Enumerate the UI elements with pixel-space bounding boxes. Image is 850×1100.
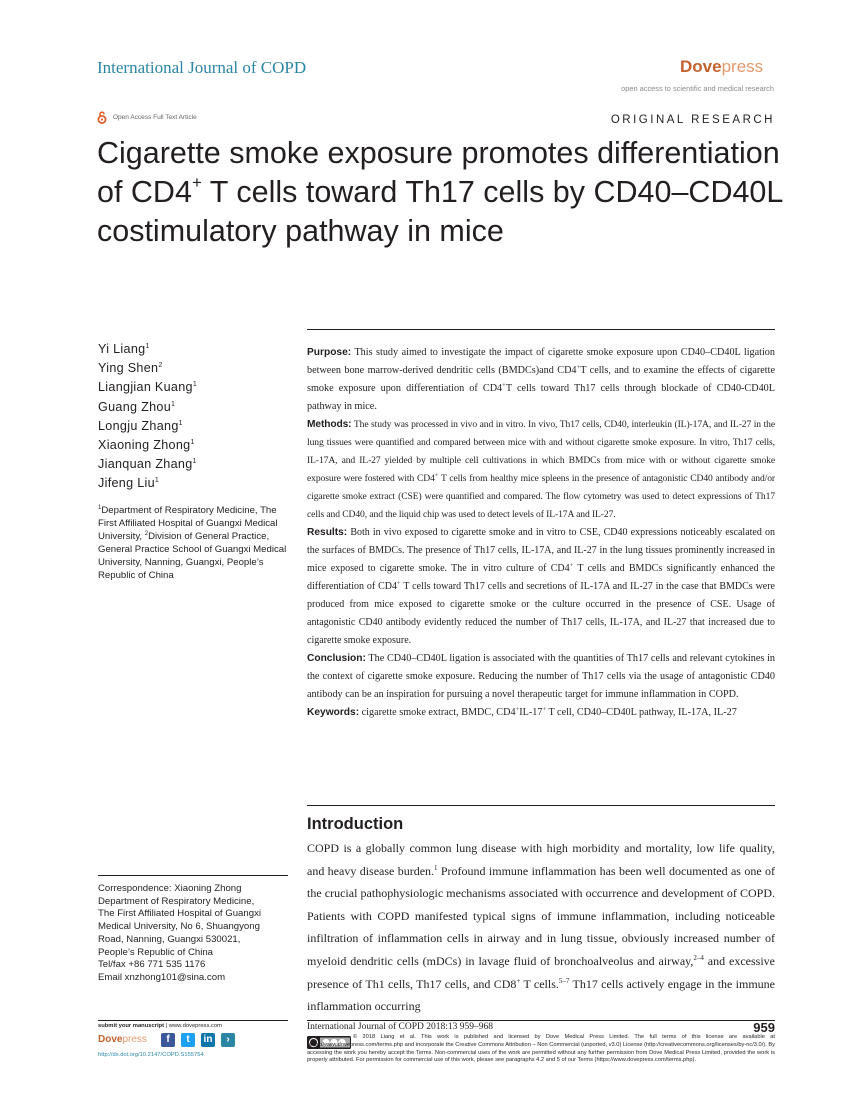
- divider: [307, 805, 775, 806]
- abstract: [307, 344, 775, 722]
- author-list: [98, 340, 298, 494]
- logo-press: press: [721, 57, 764, 76]
- open-access-label: Open Access Full Text Article: [113, 114, 197, 121]
- journal-title[interactable]: International Journal of COPD: [97, 58, 307, 77]
- abstract-purpose: Purpose: This study aimed to investigate the impact of cigarette smoke exposure upon CD40–CD40L ligation between bone marrow-derived dendritic cells (BMDCs)and CD4+T cells, and to examine the effects of cigarette smoke exposure upon differentiation of CD4+T cells toward Th17 cells through blockade of CD40-CD40L pathway in mice.: [307, 347, 775, 412]
- author: Liangjian Kuang$^1$: [98, 380, 198, 395]
- article-title: Cigarette smoke exposure promotes differentiation of CD4+ T cells toward Th17 cells by CD40–CD40L costimulatory pathway in mice: [97, 136, 783, 248]
- footer-dovepress-logo[interactable]: Dovepress: [98, 1034, 147, 1045]
- author: Yi Liang$^1$: [98, 342, 150, 356]
- correspondence: Correspondence: Xiaoning Zhong Department of Respiratory Medicine, The First Affiliated Hospital of Guangxi Medical University, No 6, Shuangyong Road, Nanning, Guangxi 530021, People’s Republic of China Tel/fax +86 771 535 1176 Email xnzhong101@sina.com: [98, 883, 294, 985]
- more-icon[interactable]: ›: [221, 1033, 235, 1047]
- article-type: ORIGINAL RESEARCH: [610, 114, 775, 126]
- author: Ying Shen$^2$: [98, 361, 163, 376]
- logo-dove: Dove: [680, 57, 722, 76]
- abstract-methods: Methods: The study was processed in vivo and in vitro. In vivo, Th17 cells, CD40, interleukin (IL)-17A, and IL-27 in the lung tissues were quantified and compared between mice with and without cigarette smoke exposure. In vitro, Th17 cells, IL-17A, and IL-27 yielded by multiple cell cultivations in which BMDCs from mice with or without cigarette smoke exposure were fostered with CD4+ T cells from healthy mice spleens in the presence of antagonistic CD40 antibody and/or cigarette smoke extract (CSE) were quantified and compared. The flow cytometry was used to detect expressions of Th17 cells and CD40, and the liquid chip was used to detect levels of IL-17A and IL-27.: [307, 419, 775, 520]
- citation-link[interactable]: 5–7: [558, 976, 570, 985]
- linkedin-icon[interactable]: in: [201, 1033, 215, 1047]
- divider: [307, 329, 775, 330]
- author: Longju Zhang$^1$: [98, 418, 183, 433]
- twitter-icon[interactable]: t: [181, 1033, 195, 1047]
- submit-manuscript-link[interactable]: submit your manuscript | www.dovepress.com: [98, 1023, 222, 1029]
- dovepress-logo[interactable]: [680, 57, 763, 77]
- citation-link[interactable]: 2–4: [693, 953, 704, 962]
- section-heading-introduction: Introduction: [307, 815, 404, 833]
- author: Jianquan Zhang$^1$: [98, 457, 197, 472]
- abstract-keywords: Keywords: cigarette smoke extract, BMDC, CD4+IL-17+ T cell, CD40–CD40L pathway, IL-17A, IL-27: [307, 706, 737, 718]
- divider: [98, 875, 288, 876]
- divider: [98, 1020, 288, 1021]
- page-number: 959: [753, 1020, 775, 1035]
- facebook-icon[interactable]: f: [161, 1033, 175, 1047]
- abstract-results: Results: Both in vivo exposed to cigarette smoke and in vitro to CSE, CD40 expressions noticeably escalated on the surfaces of BMDCs. The presence of Th17 cells, IL-17A, and IL-27 in the lung tissues prominently increased in mice exposed to cigarette smoke. The in vitro culture of CD4+ T cells and BMDCs significantly enhanced the differentiation of CD4+ T cells toward Th17 cells and secretions of IL-17A and IL-27 in the case that BMDCs were produced from mice exposed to cigarette smoke or the culture occurred in the presence of CSE. Usage of antagonistic CD40 antibody evidently reduced the number of Th17 cells, IL-17A, and IL-27 that increased due to cigarette smoke exposure.: [307, 527, 775, 646]
- correspondence-email[interactable]: Email xnzhong101@sina.com: [98, 971, 226, 983]
- open-access-icon: [97, 111, 107, 124]
- footer-citation: International Journal of COPD 2018:13 959–968: [307, 1022, 494, 1032]
- publisher-tagline: open access to scientific and medical research: [621, 84, 774, 93]
- abstract-conclusion: Conclusion: The CD40–CD40L ligation is associated with the quantities of Th17 cells and relevant cytokines in the context of cigarette smoke exposure. Reducing the number of Th17 cells via the usage of antagonistic CD40 antibody can be an inspiration for pursuing a novel therapeutic target for immune inflammation in COPD.: [307, 653, 775, 700]
- author: Jifeng Liu$^1$: [98, 476, 160, 491]
- citation-link[interactable]: 1: [434, 863, 438, 872]
- social-links: [161, 1033, 235, 1047]
- introduction-text: COPD is a globally common lung disease with high morbidity and mortality, low life quality, and heavy disease burden.$^1$ Profound immune inflammation has been well documented as one of the crucial pathophysiologic mechanisms associated with occurrence and development of COPD. Patients with COPD manifested typical signs of immune inflammation, including noticeable infiltration of inflammation cells in airway and in lung tissue, obviously increased number of myeloid dendritic cells (mDCs) in lavage fluid of bronchoalveolus and airway,$^{2-4}$ and excessive presence of Th1 cells, Th17 cells, and CD8+ T cells.$^{5-7}$ Th17 cells actively engage in the immune inflammation occurring: [307, 841, 776, 1014]
- doi-link[interactable]: http://dx.doi.org/10.2147/COPD.S155754: [98, 1052, 204, 1058]
- license-text: © 2018 Liang et al. This work is published and licensed by Dove Medical Press Limited. The full terms of this license are available at https://www.dovepress.com/terms.php and incorporate the Creative Commons Attribution – Non Commercial (unported, v3.0) License (http://creativecommons.org/licenses/by-nc/3.0/). By accessing the work you hereby accept the Terms. Non-commercial uses of the work are permitted without any further permission from Dove Medical Press Limited, provided the work is properly attributed. For permission for commercial use of this work, please see paragraphs 4.2 and 5 of our Terms (https://www.dovepress.com/terms.php).: [307, 1034, 775, 1064]
- author: Xiaoning Zhong$^1$: [98, 438, 195, 453]
- affiliations: $^1$Department of Respiratory Medicine, The First Affiliated Hospital of Guangxi Medical University, $^2$Division of General Practice, General Practice School of Guangxi Medical University, Nanning, Guangxi, People’s Republic of China: [98, 505, 287, 582]
- author: Guang Zhou$^1$: [98, 399, 176, 414]
